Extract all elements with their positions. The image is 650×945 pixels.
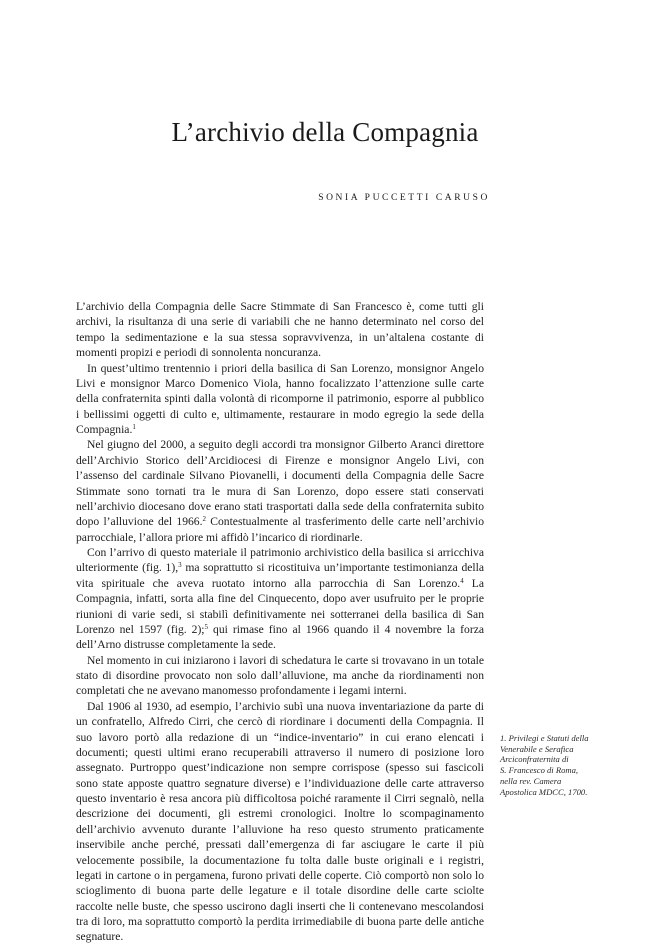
footnote-reference: 5: [204, 622, 209, 631]
footnote-sidenote: [500, 733, 604, 797]
text-run: Contestualmente al trasferimento delle carte nell’archivio parrocchiale, l’allora priore mi affidò l’incarico di riordinarle.: [76, 515, 484, 544]
text-run: Con l’arrivo di questo materiale il patrimonio archivistico della basilica si arricchiva ulteriormente (fig. 1),: [76, 546, 484, 575]
text-run: L’archivio della Compagnia delle Sacre Stimmate di San Francesco è, come tutti gli archivi, la risultanza di una serie di variabili che ne hanno determinato nel corso del tempo la sedimentazione e la sua stessa sopravvivenza, in un’altalena costante di momenti propizi e periodi di sonnolenta noncuranza.: [76, 300, 484, 360]
text-run: Nel giugno del 2000, a seguito degli accordi tra monsignor Gilberto Aranci direttore dell’Archivio Storico dell’Arcidiocesi di Firenze e monsignor Angelo Livi, con l’assenso del cardinale Silvano Piovanelli, i documenti della Compagnia delle Sacre Stimmate sono tornati tra le mura di San Lorenzo, dopo essere stati conservati nell’archivio diocesano dove erano stati trasportati dalla sede della confraternita subito dopo l’alluvione del 1966.: [76, 438, 484, 529]
chapter-title: L’archivio della Compagnia: [171, 117, 479, 147]
text-run: qui rimase fino al 1966 quando il 4 novembre la forza dell’Arno distrusse completamente la sede.: [76, 622, 484, 652]
body-paragraph: [76, 361, 484, 438]
text-run: La Compagnia, infatti, sorta alla fine del Cinquecento, dopo aver usufruito per le proprie riunioni di varie sedi, si stabilì definitivamente nei sotterranei della basilica di San Lorenzo nel 1597 (fig. 2);: [76, 576, 484, 636]
body-paragraph: [76, 437, 484, 545]
sidenote-line: Arciconfraternita di: [500, 754, 569, 765]
footnote-reference: 4: [460, 576, 464, 585]
text-run: In quest’ultimo trentennio i priori della basilica di San Lorenzo, monsignor Angelo Livi e monsignor Marco Domenico Viola, hanno focalizzato l’attenzione sulle carte della confraternita spinti dalla volontà di ricomporne il patrimonio, esporre al pubblico i bellissimi oggetti di culto e, ultimamente, restaurare in modo egregio la sede della Compagnia.: [76, 361, 484, 436]
text-run: ma soprattutto si ricostituiva un’importante testimonianza della vita spirituale che aveva ruotato intorno alla parrocchia di San Lorenzo.: [76, 561, 484, 590]
footnote-reference: 2: [202, 515, 206, 524]
sidenote-line: Apostolica MDCC, 1700.: [500, 786, 588, 797]
text-run: Dal 1906 al 1930, ad esempio, l’archivio subì una nuova inventariazione da parte di un confratello, Alfredo Cirri, che cercò di riordinare i documenti della Compagnia. Il suo lavoro portò alla redazione di un “indice-inventario” in cui erano elencati i documenti; questi ultimi erano recuperabili attraverso il numero di posizione loro assegnato. Purtroppo quest’indicazione non sempre corrispose (spesso sui fascicoli sono state apposte quattro segnature diverse) e l’individuazione delle carte attraverso questo inventario è resa ancora più difficoltosa poiché raramente il Cirri segnalò, nella descrizione dei documenti, gli estremi cronologici. Inoltre lo scompaginamento dell’archivio avvenuto durante l’alluvione ha reso questo strumento praticamente inservibile anche perché, pressati dall’emergenza di far asciugare le carte il più velocemente possibile, la documentazione fu tolta dalle buste originali e i registri, legati in cartone o in pergamena, furono privati delle coperte. Ciò comportò non solo lo scioglimento di buona parte delle legature e il totale disordine delle carte sciolte raccolte nelle buste, che spesso uscirono dagli inserti che li contenevano mescolandosi tra di loro, ma soprattutto comportò la perdita irrimediabile di buona parte delle antiche segnature.: [76, 699, 484, 944]
sidenote-line: S. Francesco di Roma,: [500, 765, 579, 776]
body-paragraph: [76, 545, 484, 653]
footnote-reference: 1: [132, 423, 136, 431]
body-paragraph: [76, 699, 484, 945]
body-paragraph: [76, 299, 484, 361]
sidenote-line: 1. Privilegi e Statuti della: [500, 733, 589, 743]
body-text: [76, 299, 484, 945]
body-paragraph: [76, 653, 484, 699]
sidenote-line: Venerabile e Serafica: [500, 743, 574, 754]
footnote-reference: 3: [178, 561, 182, 570]
sidenote-line: nella rev. Camera: [500, 775, 562, 786]
author-name: SONIA PUCCETTI CARUSO: [318, 193, 490, 203]
text-run: Nel momento in cui iniziarono i lavori di schedatura le carte si trovavano in un totale stato di disordine provocato non solo dall’alluvione, ma anche da riordinamenti non completati che ne avevano manomesso profondamente i legami interni.: [76, 653, 484, 698]
